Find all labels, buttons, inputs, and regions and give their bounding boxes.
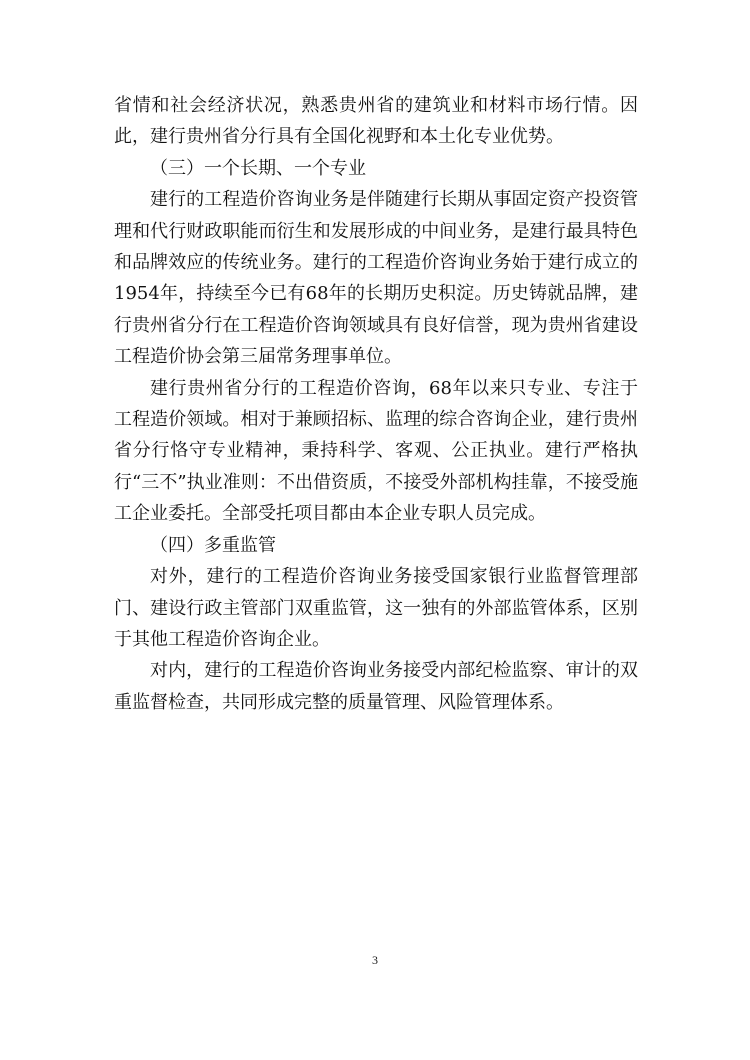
paragraph-internal-supervision: 对内，建行的工程造价咨询业务接受内部纪检监察、审计的双重监督检查，共同形成完整的质量管理、风险管理体系。 [114,660,638,713]
paragraph-specialization: 建行贵州省分行的工程造价咨询，68年以来只专业、专注于工程造价领域。相对于兼顾招标、监理的综合咨询企业，建行贵州省分行恪守专业精神，秉持科学、客观、公正执业。建行严格执行“三不”执业准则：不出借资质，不接受外部机构挂靠，不接受施工企业委托。全部受托项目都由本企业专职人员完成。 [114,377,638,525]
paragraph-external-supervision: 对外，建行的工程造价咨询业务接受国家银行业监督管理部门、建设行政主管部门双重监管，这一独有的外部监管体系，区别于其他工程造价咨询企业。 [114,566,638,650]
paragraph-history: 建行的工程造价咨询业务是伴随建行长期从事固定资产投资管理和代行财政职能而衍生和发展形成的中间业务，是建行最具特色和品牌效应的传统业务。建行的工程造价咨询业务始于建行成立的1954年，持续至今已有68年的长期历史积淀。历史铸就品牌，建行贵州省分行在工程造价咨询领域具有良好信誉，现为贵州省建设工程造价协会第三届常务理事单位。 [114,189,638,368]
paragraph-continuation: 省情和社会经济状况，熟悉贵州省的建筑业和材料市场行情。因此，建行贵州省分行具有全国化视野和本土化专业优势。 [114,95,638,148]
page-number: 3 [372,953,378,967]
document-body [114,90,638,718]
section-heading-3: （三）一个长期、一个专业 [150,157,366,179]
section-heading-4: （四）多重监管 [150,534,276,556]
